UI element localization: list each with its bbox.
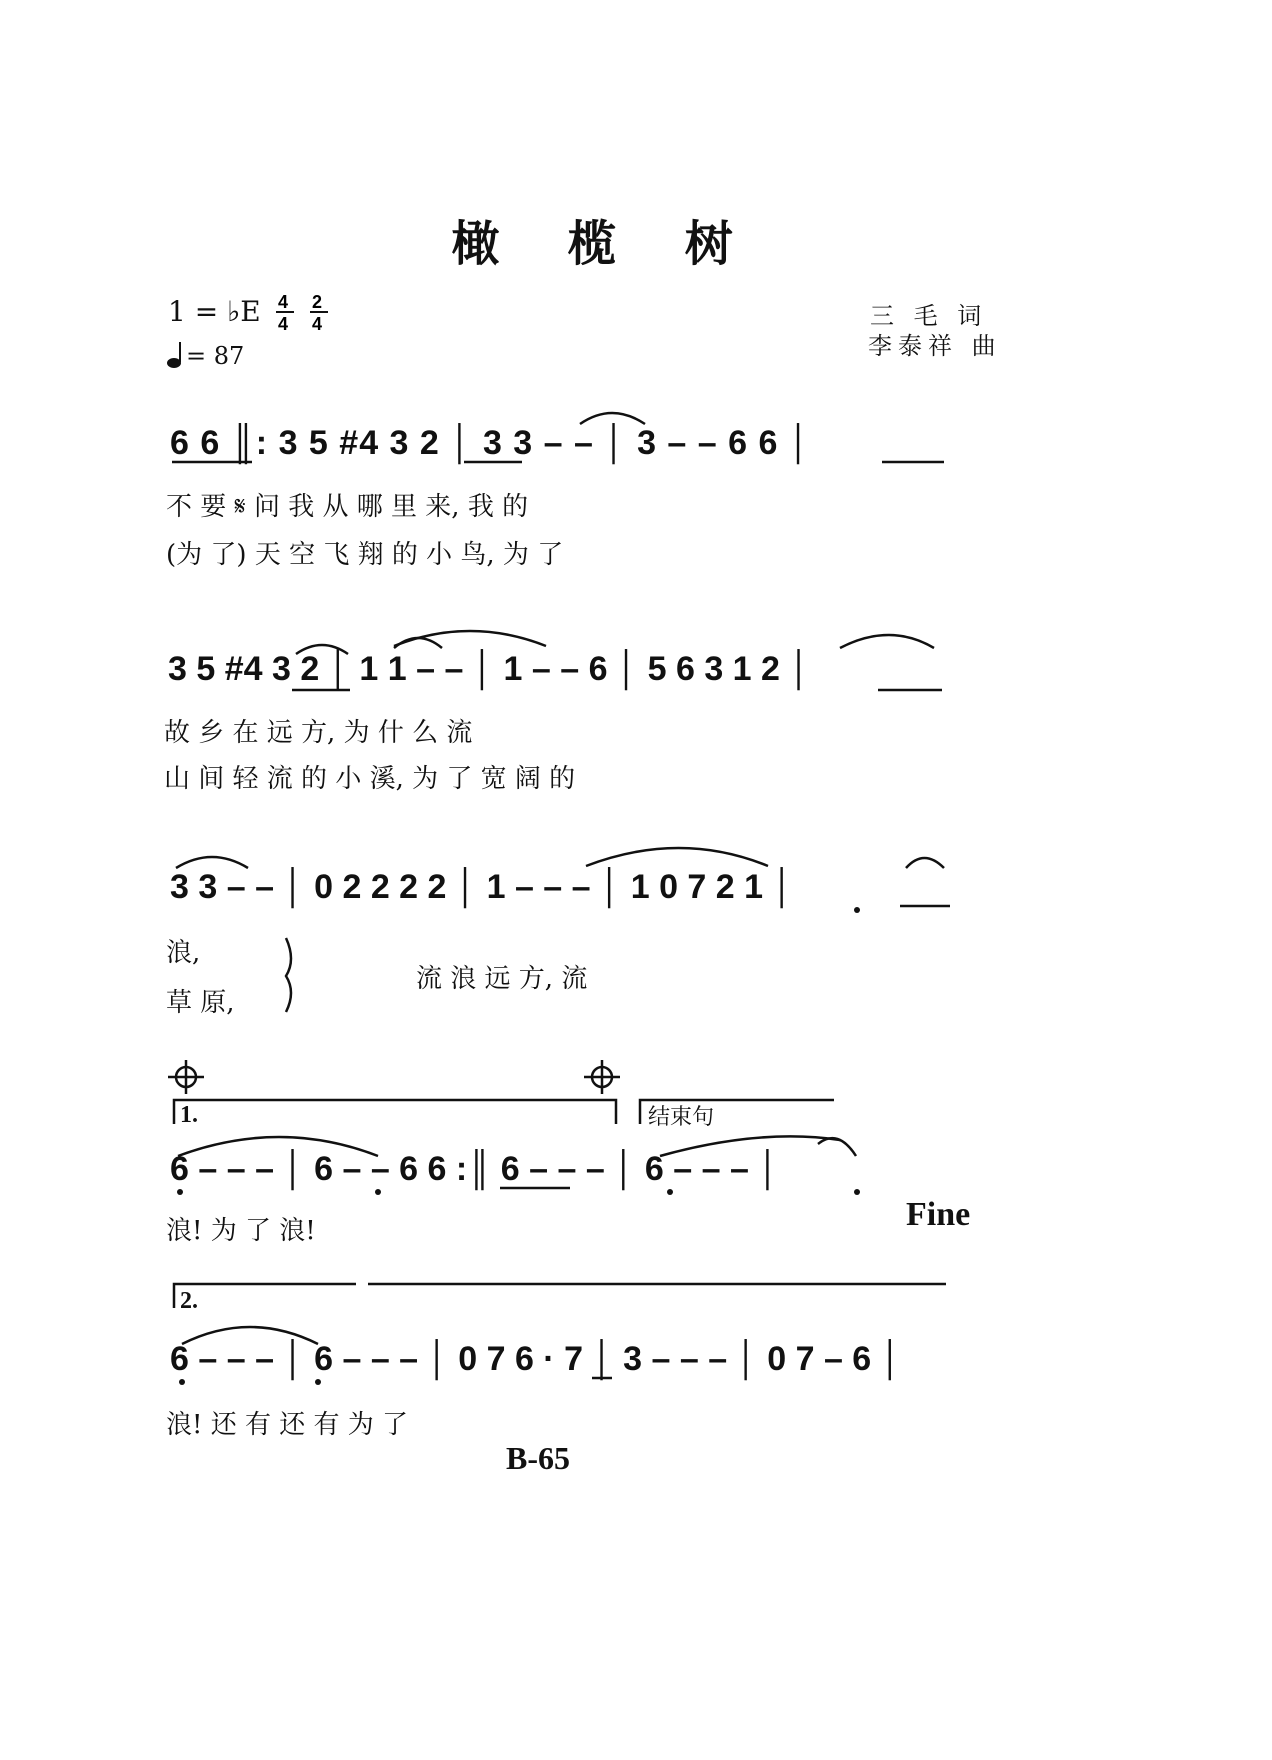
lyrics-row-3-shared: 流 浪 远 方, 流 — [416, 964, 588, 994]
slur — [296, 645, 348, 654]
tempo: = 87 — [186, 342, 245, 370]
coda-icon — [584, 1060, 620, 1094]
ending-label: 结束句 — [648, 1105, 715, 1130]
slur — [586, 848, 768, 866]
fine-marking: Fine — [906, 1196, 971, 1233]
lyrics-row-2-verse-1: 故 乡 在 远 方, 为 什 么 流 — [164, 718, 473, 748]
volta-1-label: 1. — [180, 1102, 198, 1128]
slur — [818, 1138, 856, 1156]
slur — [840, 635, 934, 648]
lyrics-row-2-verse-2: 山 间 轻 流 的 小 溪, 为 了 宽 阔 的 — [164, 764, 576, 794]
notes-row-1: 6 6 ║: 3 5 #4 3 2 │ 3 3 – – │ 3 – – 6 6 │ — [170, 424, 812, 462]
notes-row-5: 6 – – – │ 6 – – – │ 0 7 6 · 7 │ 3 – – – │ 0 7 – 6 │ — [170, 1340, 902, 1378]
octave-dots — [177, 907, 860, 1385]
page-number: B-65 — [506, 1440, 570, 1476]
notes-row-2: 3 5 #4 3 2 │ 1 1 – – │ 1 – – 6 │ 5 6 3 1 2 │ — [168, 650, 811, 688]
notes-row-3: 3 3 – – │ 0 2 2 2 2 │ 1 – – – │ 1 0 7 2 1 │ — [170, 868, 794, 906]
slur — [176, 857, 248, 868]
lyrics-row-3-verse-1: 浪, — [166, 938, 201, 968]
key-signature: 1 = ♭E — [168, 295, 261, 328]
lyrics-row-1-verse-2: (为 了) 天 空 飞 翔 的 小 鸟, 为 了 — [166, 540, 564, 570]
composer-credit: 李泰祥 曲 — [868, 332, 1002, 360]
svg-text:4: 4 — [312, 314, 323, 334]
lyrics-row-4: 浪! 为 了 浪! — [166, 1216, 316, 1246]
ending-bracket — [640, 1100, 834, 1124]
svg-text:4: 4 — [278, 314, 289, 334]
slur — [182, 1327, 318, 1344]
volta-bracket — [174, 1100, 616, 1124]
coda-icon — [168, 1060, 204, 1094]
slur — [394, 631, 546, 646]
slur — [906, 858, 944, 868]
page-title: 橄 榄 树 — [451, 216, 759, 272]
slur — [660, 1136, 840, 1156]
svg-text:4: 4 — [278, 292, 289, 312]
brace — [286, 938, 291, 1012]
slur — [580, 413, 645, 424]
svg-text:2: 2 — [312, 292, 323, 312]
notes-row-4: 6 – – – │ 6 – – 6 6 :║ 6 – – – │ 6 – – – │ — [170, 1150, 780, 1188]
lyrics-row-1-verse-1: 不 要 𝄋 问 我 从 哪 里 来, 我 的 — [166, 492, 529, 522]
volta-2-label: 2. — [180, 1288, 198, 1314]
lyrics-row-3-verse-2: 草 原, — [166, 988, 235, 1018]
volta-bracket — [174, 1284, 356, 1308]
lyricist-credit: 三 毛 词 — [870, 302, 988, 330]
lyrics-row-5: 浪! 还 有 还 有 为 了 — [166, 1410, 409, 1440]
slur — [178, 1137, 378, 1156]
